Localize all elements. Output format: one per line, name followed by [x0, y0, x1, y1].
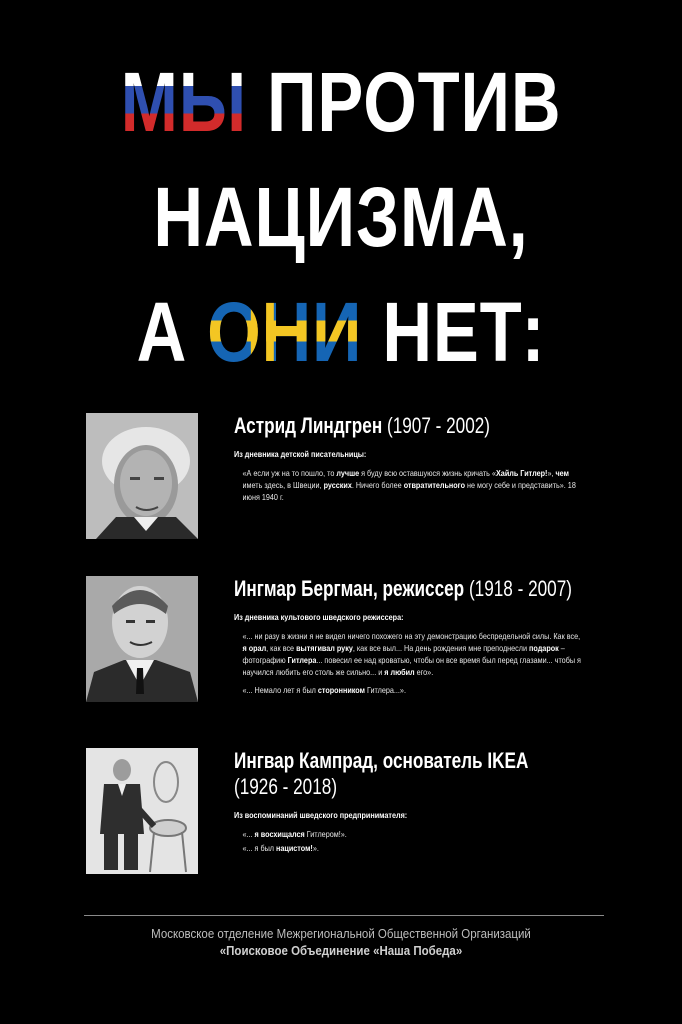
quote-run: Гитлером!».	[304, 829, 347, 839]
quote-emphasis: нацистом!	[276, 843, 313, 853]
quote-emphasis: отвратительного	[403, 480, 466, 490]
quote-emphasis: я восхищался	[254, 829, 305, 839]
portrait-photo-bergman	[86, 576, 198, 702]
headline-line-1	[61, 55, 620, 149]
quote-run: «А если уж на то пошло, то	[242, 468, 337, 478]
quote-run: – фотографию	[242, 643, 565, 665]
quote-run: . Ничего более	[351, 480, 404, 490]
footer-divider	[84, 915, 604, 916]
person-years: (1907 - 2002)	[386, 413, 491, 438]
headline-word-oni-swedish-flag: ОНИ	[207, 285, 363, 379]
quote-run: ».	[312, 843, 319, 853]
person-name: Ингмар Бергман, режиссер	[234, 576, 465, 601]
footer-organization: Московское отделение Межрегиональной Общественной Организаций	[151, 927, 531, 941]
quote-text	[234, 630, 583, 678]
quote-emphasis: я орал	[242, 643, 267, 653]
footer-organization-name: «Поисковое Объединение «Наша Победа»	[219, 944, 463, 958]
quote-source: Из дневника культового шведского режиссера:	[234, 612, 404, 622]
quote-run: ... повесил ее над кроватью, чтобы он все время был перед глазами... чтобы я научился любить его столь же сильно... и	[242, 655, 581, 677]
quote-emphasis: вытягивал руку	[296, 643, 353, 653]
quote-run: , как все выл... На день рождения мне преподнесли	[352, 643, 530, 653]
person-info-kamprad	[234, 748, 624, 854]
person-name-line	[234, 413, 538, 439]
quote-run: «... я был	[242, 843, 277, 853]
quote-run: «... Немало лет я был	[242, 685, 318, 695]
quote-source: Из дневника детской писательницы:	[234, 449, 367, 459]
quote-run: иметь здесь, в Швеции,	[242, 480, 324, 490]
quote-emphasis: лучше	[336, 468, 360, 478]
quote-text	[234, 828, 583, 840]
person-name: Ингвар Кампрад, основатель IKEA	[234, 748, 529, 773]
quote-emphasis: сторонником	[317, 685, 365, 695]
headline-word-protiv: ПРОТИВ	[267, 55, 562, 149]
quote-run: , как все	[266, 643, 297, 653]
portrait-photo-kamprad	[86, 748, 198, 874]
headline-line-2: НАЦИЗМА,	[153, 170, 529, 264]
person-years: (1926 - 2018)	[234, 774, 338, 799]
portrait-photo-lindgren	[86, 413, 198, 539]
person-years: (1918 - 2007)	[468, 576, 572, 601]
quote-emphasis: чем	[555, 468, 569, 478]
person-name-line	[234, 576, 572, 602]
quote-run: Гитлера...».	[364, 685, 406, 695]
quote-run: его».	[414, 667, 434, 677]
person-info-bergman	[234, 576, 624, 696]
person-info-lindgren	[234, 413, 624, 503]
headline-word-my-russian-flag: МЫ	[120, 55, 248, 149]
quote-emphasis: Гитлера	[287, 655, 317, 665]
quote-emphasis: подарок	[529, 643, 559, 653]
quote-run: я буду всю оставшуюся жизнь кричать «	[359, 468, 496, 478]
headline-line-3	[61, 285, 620, 379]
quote-emphasis: я любил	[384, 667, 415, 677]
quote-run: «...	[242, 829, 255, 839]
headline-word-a: А	[136, 285, 188, 379]
person-name: Астрид Линдгрен	[234, 413, 383, 438]
quote-source: Из воспоминаний шведского предпринимателя:	[234, 810, 408, 820]
quote-text-2	[234, 842, 583, 854]
quote-run: «... ни разу в жизни я не видел ничего похожего на эту демонстрацию беспредельной силы. Как все,	[242, 631, 581, 641]
quote-text	[234, 467, 583, 503]
quote-emphasis: русских	[323, 480, 352, 490]
quote-run: не могу себе и представить». 18 июня 1940 г.	[242, 480, 576, 502]
quote-emphasis: Хайль Гитлер!	[495, 468, 548, 478]
headline-word-net: НЕТ:	[382, 285, 546, 379]
quote-run: »,	[547, 468, 556, 478]
quote-text-2	[234, 684, 583, 696]
